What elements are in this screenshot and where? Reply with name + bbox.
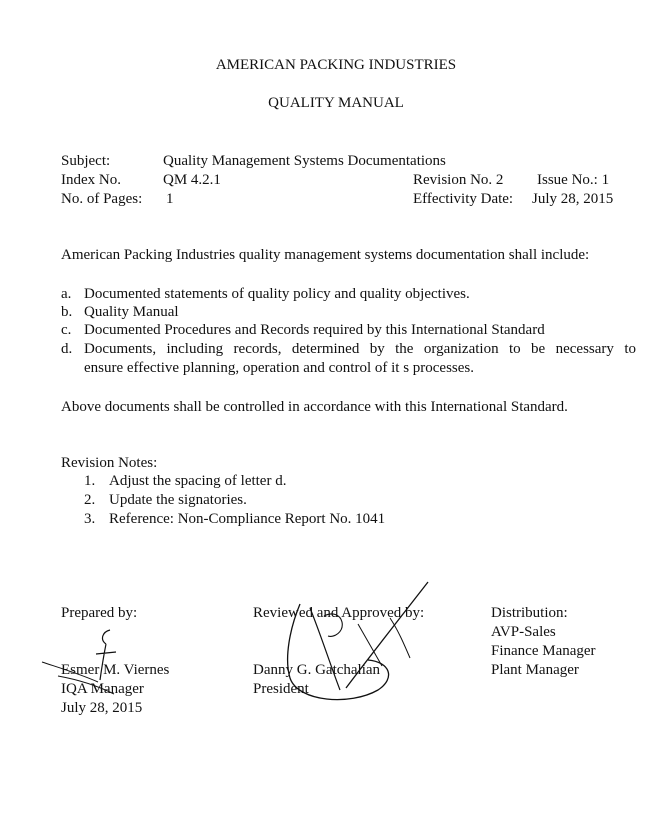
subject-value: Quality Management Systems Documentations bbox=[163, 153, 446, 169]
list-marker: d. bbox=[61, 341, 73, 357]
revision-note-marker: 1. bbox=[84, 473, 96, 489]
revision-note: Adjust the spacing of letter d. bbox=[109, 473, 287, 489]
intro-paragraph: American Packing Industries quality management systems documentation shall include: bbox=[61, 247, 590, 263]
revision-note-marker: 3. bbox=[84, 511, 96, 527]
revision-notes-title: Revision Notes: bbox=[61, 455, 158, 471]
reviewer-name: Danny G. Gatchalian bbox=[253, 662, 381, 678]
prepared-name: Esmer M. Viernes bbox=[61, 662, 170, 678]
list-marker: a. bbox=[61, 286, 72, 302]
list-item: Documents, including records, determined by the organization to be necessary to bbox=[84, 341, 636, 357]
revision-note: Update the signatories. bbox=[109, 492, 247, 508]
list-item: Documented statements of quality policy and quality objectives. bbox=[84, 286, 470, 302]
effectivity-date: July 28, 2015 bbox=[532, 191, 614, 207]
distribution-item: AVP-Sales bbox=[491, 624, 556, 640]
prepared-date: July 28, 2015 bbox=[61, 700, 143, 716]
list-marker: b. bbox=[61, 304, 73, 320]
prepared-by-label: Prepared by: bbox=[61, 605, 138, 621]
effectivity-label: Effectivity Date: bbox=[413, 191, 514, 207]
closing-paragraph: Above documents shall be controlled in accordance with this International Standard. bbox=[61, 399, 568, 415]
pages-label: No. of Pages: bbox=[61, 191, 143, 207]
index-value: QM 4.2.1 bbox=[163, 172, 221, 188]
index-label: Index No. bbox=[61, 172, 121, 188]
revision-note: Reference: Non-Compliance Report No. 1041 bbox=[109, 511, 386, 527]
distribution-item: Plant Manager bbox=[491, 662, 579, 678]
list-marker: c. bbox=[61, 322, 72, 338]
reviewed-by-label: Reviewed and Approved by: bbox=[253, 605, 425, 621]
reviewer-title: President bbox=[253, 681, 309, 697]
distribution-label: Distribution: bbox=[491, 605, 568, 621]
manual-title: QUALITY MANUAL bbox=[268, 95, 404, 111]
list-item: Quality Manual bbox=[84, 304, 179, 320]
company-name: AMERICAN PACKING INDUSTRIES bbox=[215, 57, 457, 73]
pages-value: 1 bbox=[166, 191, 174, 207]
list-item-continued: ensure effective planning, operation and control of it s processes. bbox=[84, 360, 475, 376]
distribution-item: Finance Manager bbox=[491, 643, 596, 659]
subject-label: Subject: bbox=[61, 153, 111, 169]
prepared-title: IQA Manager bbox=[61, 681, 144, 697]
revision-note-marker: 2. bbox=[84, 492, 96, 508]
list-item: Documented Procedures and Records required by this International Standard bbox=[84, 322, 545, 338]
revision-number: Revision No. 2 bbox=[413, 172, 504, 188]
issue-number: Issue No.: 1 bbox=[537, 172, 610, 188]
